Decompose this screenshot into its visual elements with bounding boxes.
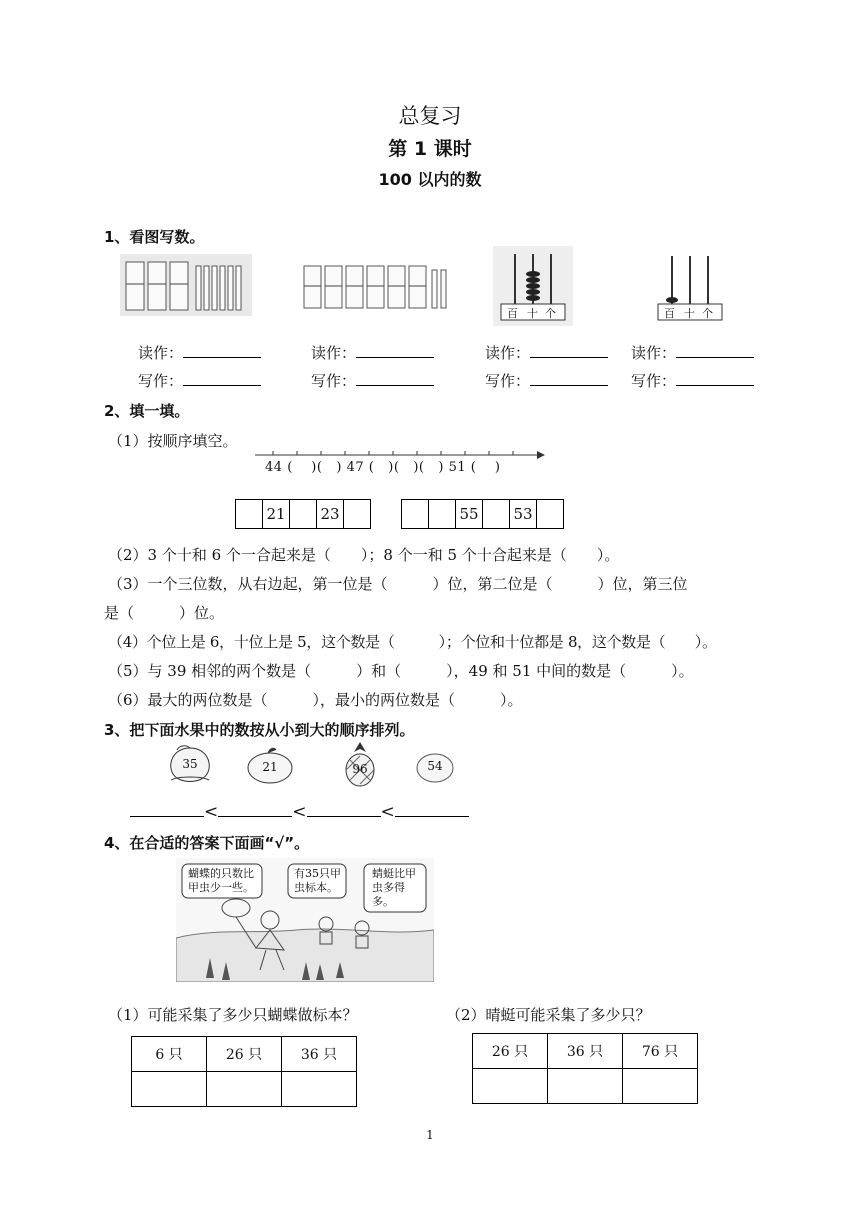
number-line-tick: 51 xyxy=(448,460,467,475)
answer-option: 36 只 xyxy=(548,1034,623,1069)
write-blank-2[interactable] xyxy=(356,385,434,386)
ordering-row xyxy=(130,802,469,822)
number-box[interactable] xyxy=(537,500,563,528)
number-box: 53 xyxy=(510,500,537,528)
abacus-2-tens-label: 十 xyxy=(684,307,695,320)
abacus-2-ones-label: 个 xyxy=(702,307,713,320)
q4-heading: 4、在合适的答案下面画“√”。 xyxy=(104,834,310,852)
children-collecting-illustration xyxy=(176,858,434,982)
abacus-1-tens-label: 十 xyxy=(527,307,538,320)
number-box[interactable] xyxy=(344,500,370,528)
read-label: 读作： xyxy=(485,344,531,362)
answer-option: 26 只 xyxy=(207,1037,282,1072)
less-than-sign: < xyxy=(292,802,307,822)
write-label: 写作： xyxy=(485,372,531,390)
number-line-blank[interactable]: ( xyxy=(316,460,323,475)
read-label: 读作： xyxy=(631,344,677,362)
write-row-4 xyxy=(631,370,754,391)
read-row-1 xyxy=(138,342,261,363)
number-box: 21 xyxy=(263,500,290,528)
read-row-2 xyxy=(311,342,434,363)
write-blank-4[interactable] xyxy=(676,385,754,386)
number-line-tick: 44 xyxy=(265,460,283,475)
write-row-1 xyxy=(138,370,261,391)
write-label: 写作： xyxy=(311,372,357,390)
page-number: 1 xyxy=(426,1128,434,1142)
page-title: 总复习 xyxy=(398,104,462,128)
less-than-sign: < xyxy=(380,802,395,822)
check-cell[interactable] xyxy=(282,1072,357,1107)
q2-part-5: （5）与 39 相邻的两个数是（ ）和（ ），49 和 51 中间的数是（ ）。 xyxy=(108,662,694,680)
abacus-picture-2 xyxy=(650,252,730,324)
lesson-topic: 100 以内的数 xyxy=(378,170,482,189)
fruit-pineapple xyxy=(340,740,380,788)
sticks-picture-2 xyxy=(302,262,454,312)
q2-part-1: （1）按顺序填空。 xyxy=(108,432,238,450)
check-cell[interactable] xyxy=(473,1069,548,1104)
fruit-number: 54 xyxy=(427,759,443,773)
number-boxes-right xyxy=(401,499,564,529)
check-cell[interactable] xyxy=(623,1069,698,1104)
number-line-blank[interactable]: ( xyxy=(470,460,477,475)
number-line-tick: 47 xyxy=(346,460,365,475)
read-label: 读作： xyxy=(311,344,357,362)
order-blank-2[interactable] xyxy=(218,816,292,817)
answer-option: 76 只 xyxy=(623,1034,698,1069)
fruit-peach xyxy=(165,742,215,786)
number-line-blank: ) xyxy=(494,460,501,475)
write-blank-1[interactable] xyxy=(183,385,261,386)
write-label: 写作： xyxy=(138,372,184,390)
write-row-3 xyxy=(485,370,608,391)
number-box[interactable] xyxy=(429,500,456,528)
write-blank-3[interactable] xyxy=(530,385,608,386)
order-blank-1[interactable] xyxy=(130,816,204,817)
q4-sub-question-2: （2）晴蜓可能采集了多少只？ xyxy=(446,1006,651,1024)
speech-bubble-dragonfly: 蜻蜓比甲虫多得多。 xyxy=(372,867,416,908)
read-blank-4[interactable] xyxy=(676,357,754,358)
answer-option: 6 只 xyxy=(132,1037,207,1072)
number-box[interactable] xyxy=(290,500,317,528)
number-line-blank: ) xyxy=(311,460,317,475)
q2-part-3-line-1: （3）一个三位数，从右边起，第一位是（ ）位，第二位是（ ）位，第三位 xyxy=(108,575,688,593)
answer-table-dragonflies xyxy=(472,1033,698,1104)
number-line-blank: ) xyxy=(336,460,342,475)
number-line-blank[interactable]: ( xyxy=(418,460,425,475)
lesson-number: 第 1 课时 xyxy=(388,138,472,160)
number-boxes-left xyxy=(235,499,371,529)
number-box[interactable] xyxy=(402,500,429,528)
number-line xyxy=(255,448,545,480)
number-line-blank: ) xyxy=(388,460,394,475)
abacus-1-ones-label: 个 xyxy=(545,307,556,320)
fruit-number: 21 xyxy=(262,760,278,774)
fruit-apple xyxy=(246,746,296,786)
order-blank-3[interactable] xyxy=(307,816,381,817)
order-blank-4[interactable] xyxy=(395,816,469,817)
less-than-sign: < xyxy=(204,802,219,822)
number-line-blank[interactable]: ( xyxy=(368,460,375,475)
write-label: 写作： xyxy=(631,372,677,390)
q2-heading: 2、填一填。 xyxy=(104,402,190,420)
q2-part-3-line-2: 是（ ）位。 xyxy=(104,604,225,622)
sticks-picture-1 xyxy=(120,254,252,316)
number-line-blank: ) xyxy=(413,460,419,475)
number-box[interactable] xyxy=(483,500,510,528)
answer-option: 26 只 xyxy=(473,1034,548,1069)
fruit-number: 35 xyxy=(182,757,198,771)
q4-sub-question-1: （1）可能采集了多少只蝴蝶做标本？ xyxy=(108,1006,358,1024)
q2-part-2: （2）3 个十和 6 个一合起来是（ ）；8 个一和 5 个十合起来是（ ）。 xyxy=(108,546,620,564)
speech-bubble-butterfly: 蝴蝶的只数比甲虫少一些。 xyxy=(188,867,254,894)
abacus-1-hundreds-label: 百 xyxy=(507,307,518,320)
q2-part-4: （4）个位上是 6，十位上是 5，这个数是（ ）；个位和十位都是 8，这个数是（ ）。 xyxy=(108,633,717,651)
read-row-4 xyxy=(631,342,754,363)
check-cell[interactable] xyxy=(132,1072,207,1107)
number-line-labels xyxy=(265,460,545,475)
answer-option: 36 只 xyxy=(282,1037,357,1072)
abacus-2-hundreds-label: 百 xyxy=(664,307,675,320)
number-line-blank[interactable]: ( xyxy=(393,460,400,475)
number-box: 23 xyxy=(317,500,344,528)
answer-table-butterflies xyxy=(131,1036,357,1107)
fruit-number: 96 xyxy=(352,762,368,776)
q1-heading: 1、看图写数。 xyxy=(104,228,205,246)
read-blank-3[interactable] xyxy=(530,357,608,358)
speech-bubble-beetle: 有35只甲虫标本。 xyxy=(294,867,341,894)
q3-heading: 3、把下面水果中的数按从小到大的顺序排列。 xyxy=(104,721,415,739)
read-blank-2[interactable] xyxy=(356,357,434,358)
check-cell[interactable] xyxy=(548,1069,623,1104)
number-line-blank[interactable]: ( xyxy=(287,460,293,475)
check-cell[interactable] xyxy=(207,1072,282,1107)
q2-part-6: （6）最大的两位数是（ ），最小的两位数是（ ）。 xyxy=(108,691,523,709)
fruit-radish xyxy=(415,748,455,784)
read-blank-1[interactable] xyxy=(183,357,261,358)
number-box: 55 xyxy=(456,500,483,528)
abacus-picture-1 xyxy=(493,246,573,326)
number-box[interactable] xyxy=(236,500,263,528)
number-line-blank: ) xyxy=(438,460,444,475)
write-row-2 xyxy=(311,370,434,391)
read-row-3 xyxy=(485,342,608,363)
read-label: 读作： xyxy=(138,344,184,362)
